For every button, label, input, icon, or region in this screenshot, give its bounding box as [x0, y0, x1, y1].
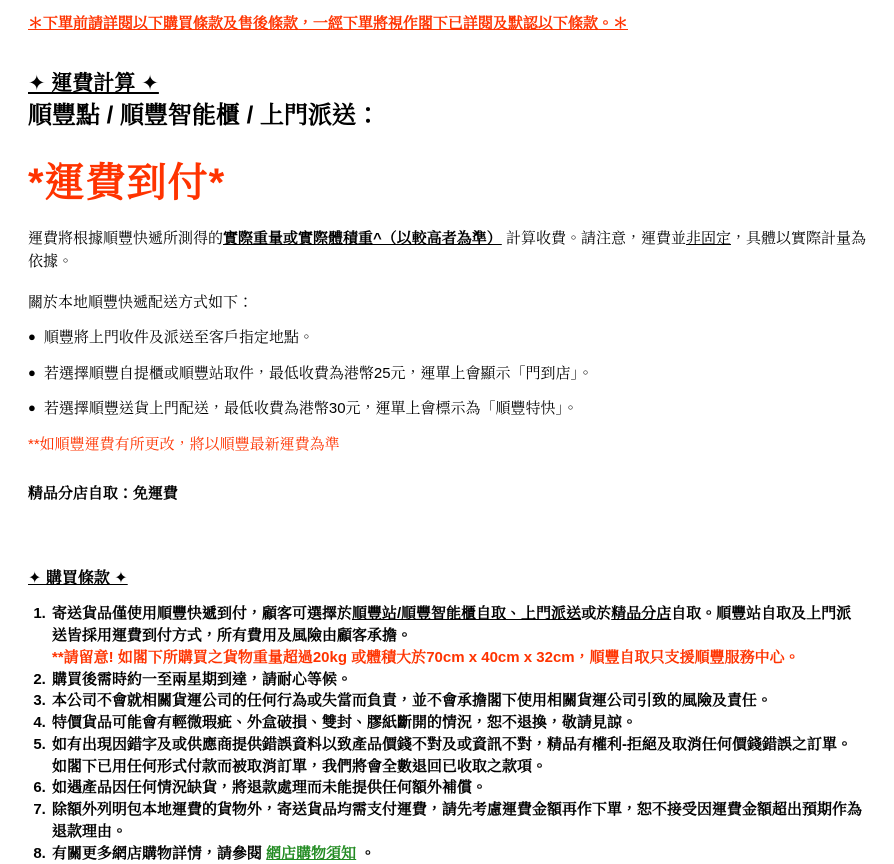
store-pickup-free-note: 精品分店自取：免運費: [28, 485, 179, 503]
delivery-methods-intro: 關於本地順豐快遞配送方式如下：: [28, 294, 254, 312]
term8-text-1: 有關更多網店購物詳情，請參閱: [52, 844, 267, 862]
term-item-pricing-errors: 5. 如有出現因錯字及或供應商提供錯誤資料以致產品價錢不對及或資訊不對，精品有權利-拒絕及取消任何價錢錯誤之訂單。如閣下已用任何形式付款而被取消訂單，我們將會全數退回已收取之款項。: [50, 734, 866, 778]
term1-underlined-store: 精品分店: [611, 605, 672, 623]
term1-text-3: 自取。順豐站自取及上門派送皆採用運費到付方式，所有費用及風險由顧客承擔。: [52, 605, 852, 645]
fee-para-text-3: ，具體以實際計量為依據。: [28, 229, 866, 270]
term-item-courier-liability: 3. 本公司不會就相關貨運公司的任何行為或失當而負責，並不會承擔閣下使用相關貨運公司引致的風險及責任。: [50, 690, 866, 712]
term-item-out-of-stock: 6. 如遇產品因任何情況缺貨，將退款處理而未能提供任何額外補償。: [50, 777, 866, 799]
delivery-methods-list: [28, 328, 866, 419]
bullet-icon: ●: [28, 329, 36, 345]
term1-size-weight-warning: **請留意! 如閣下所購買之貨物重量超過20kg 或體積大於70cm x 40cm x 32cm，順豐自取只支援順豐服務中心。: [52, 648, 800, 666]
purchase-terms-list: [28, 603, 866, 864]
delivery-method-locker-station: [28, 364, 866, 384]
online-shop-guide-link[interactable]: 網店購物須知: [266, 844, 357, 862]
delivery-method-text: 順豐將上門收件及派送至客戶指定地點。: [43, 329, 314, 347]
purchase-terms-heading: ✦ 購買條款 ✦: [28, 569, 128, 587]
fee-calculation-paragraph: [28, 227, 866, 274]
pre-order-notice: ＊下單前請詳閱以下購買條款及售後條款，一經下單將視作閣下已詳閱及默認以下條款。＊: [28, 15, 629, 32]
shipping-methods-subheading: 順豐點 / 順豐智能櫃 / 上門派送：: [28, 101, 381, 129]
shipping-fee-heading: ✦ 運費計算 ✦: [28, 71, 159, 95]
term1-text-2: 或於: [581, 605, 612, 623]
term8-text-2: 。: [356, 844, 376, 862]
fee-para-text-1: 運費將根據順豐快遞所測得的: [28, 229, 224, 247]
term-item-more-info: [50, 843, 866, 864]
delivery-method-text: 若選擇順豐自提櫃或順豐站取件，最低收費為港幣25元，運單上會顯示「門到店」。: [43, 364, 594, 382]
term1-underlined-sf-options: 順豐站/順豐智能櫃自取、上門派送: [352, 605, 582, 623]
fee-para-underlined-notfixed: 非固定: [685, 229, 731, 247]
term1-text-1: 寄送貨品僅使用順豐快遞到付，顧客可選擇於: [52, 605, 353, 623]
fee-para-text-2: 計算收費。請注意，運費並: [501, 229, 686, 247]
bullet-icon: ●: [28, 364, 36, 380]
term-item-shipping-cost-refund: 7. 除額外列明包本地運費的貨物外，寄送貨品均需支付運費，請先考慮運費金額再作下單，恕不接受因運費金額超出預期作為退款理由。: [50, 799, 866, 843]
delivery-method-text: 若選擇順豐送貨上門配送，最低收費為港幣30元，運單上會標示為「順豐特快」。: [43, 399, 579, 417]
term-item-discounted-goods: 4. 特價貨品可能會有輕微瑕疵、外盒破損、雙封、膠紙斷開的情況，恕不退換，敬請見諒。: [50, 712, 866, 734]
delivery-method-home-delivery: [28, 399, 866, 419]
delivery-method-door-pickup: [28, 328, 866, 348]
fee-change-note: **如順豐運費有所更改，將以順豐最新運費為準: [28, 436, 340, 453]
term-item-delivery-time: 2. 購買後需時約一至兩星期到達，請耐心等候。: [50, 669, 866, 691]
bullet-icon: ●: [28, 399, 36, 415]
freight-collect-banner: *運費到付*: [28, 160, 226, 205]
term-item-shipping-options: [50, 603, 866, 668]
fee-para-underlined-weight: 實際重量或實際體積重^（以較高者為準）: [223, 229, 502, 247]
